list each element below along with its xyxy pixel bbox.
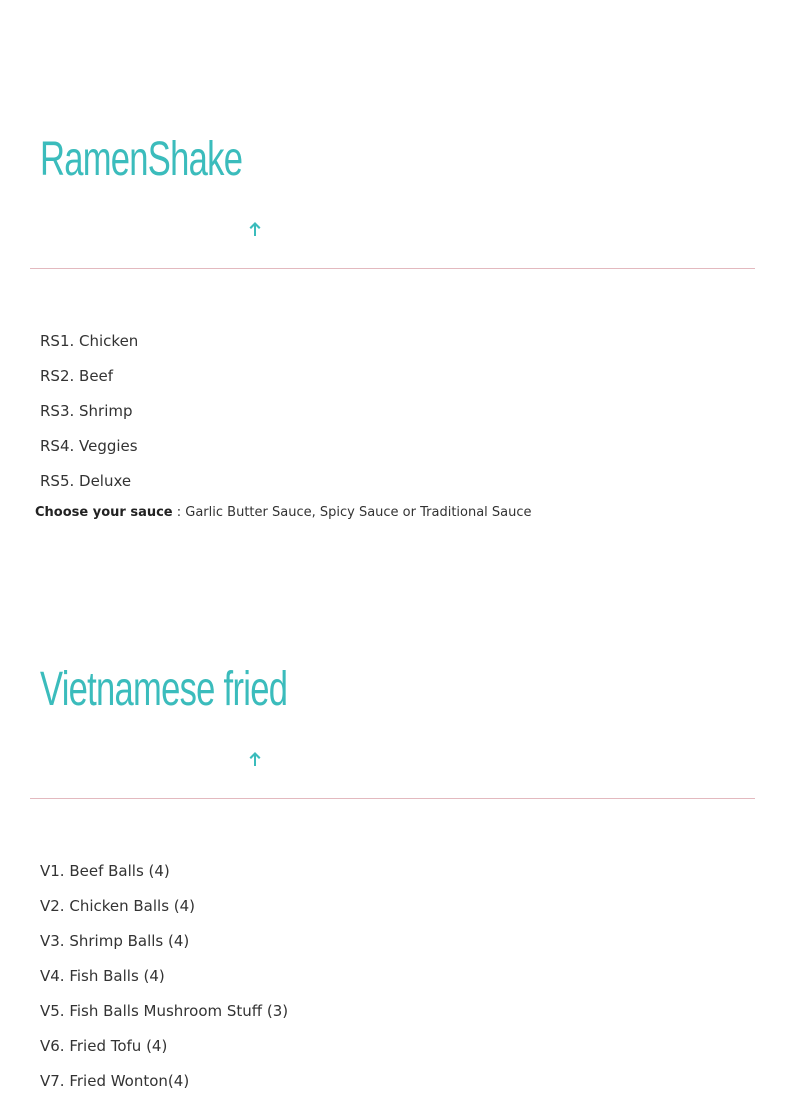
menu-item: RS2. Beef — [40, 367, 114, 385]
menu-item: RS1. Chicken — [40, 332, 139, 350]
arrow-up-icon[interactable] — [247, 751, 263, 767]
menu-item-list — [40, 330, 138, 505]
menu-item: V1. Beef Balls (4) — [40, 862, 170, 880]
menu-item: RS4. Veggies — [40, 437, 138, 455]
section-title-vietnamese-fried: Vietnamese fried — [40, 663, 288, 716]
menu-item: V2. Chicken Balls (4) — [40, 897, 196, 915]
menu-item: V7. Fried Wonton(4) — [40, 1072, 190, 1090]
menu-item: V5. Fish Balls Mushroom Stuff (3) — [40, 1002, 289, 1020]
sauce-note-label: Choose your sauce — [35, 505, 173, 520]
menu-item: RS3. Shrimp — [40, 402, 133, 420]
section-divider — [30, 798, 755, 799]
section-title-ramenshake: RamenShake — [40, 133, 243, 186]
menu-item: V4. Fish Balls (4) — [40, 967, 165, 985]
menu-item-list — [40, 860, 288, 1105]
menu-item: V3. Shrimp Balls (4) — [40, 932, 190, 950]
sauce-note-text: : Garlic Butter Sauce, Spicy Sauce or Traditional Sauce — [172, 505, 532, 520]
arrow-up-icon[interactable] — [247, 221, 263, 237]
section-divider — [30, 268, 755, 269]
menu-item: V6. Fried Tofu (4) — [40, 1037, 168, 1055]
menu-item: RS5. Deluxe — [40, 472, 132, 490]
sauce-note — [35, 505, 532, 520]
